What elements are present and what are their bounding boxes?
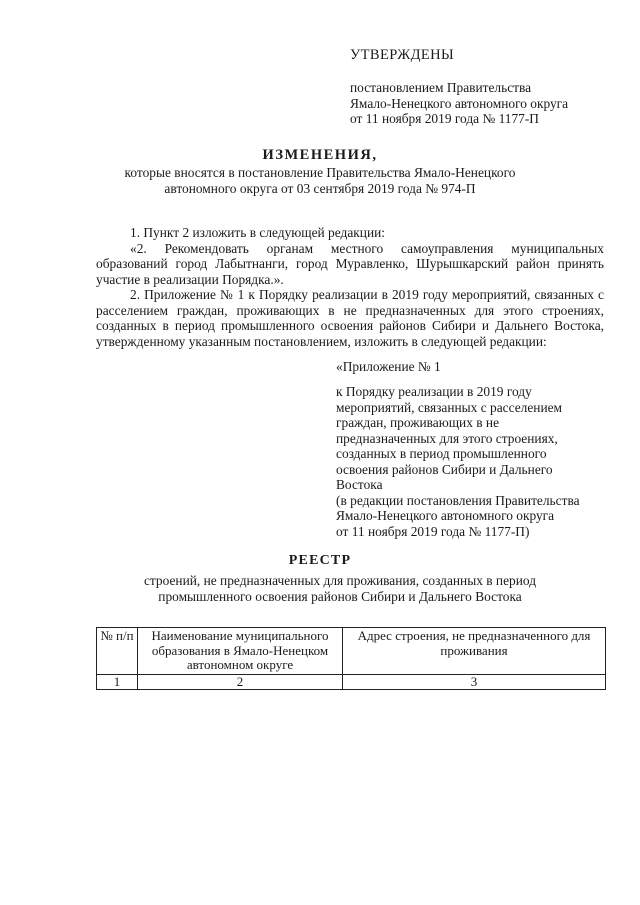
- table-header-row: [97, 628, 606, 675]
- paragraph-3: 2. Приложение № 1 к Порядку реализации в 2019 году мероприятий, связанных с расселением граждан, проживающих в не предназначенных для этого строениях, созданных в период промышленного освоения районов Сибири и Дальнего Востока, утвержденному указанным постановлением, изложить в следующей редакции:: [96, 287, 604, 349]
- table-cell: 3: [343, 674, 606, 690]
- table-cell: 2: [138, 674, 343, 690]
- approval-line: от 11 ноября 2019 года № 1177-П: [350, 111, 539, 126]
- table-cell: 1: [97, 674, 138, 690]
- appendix-line: (в редакции постановления Правительства: [336, 492, 580, 508]
- appendix-heading: «Приложение № 1: [336, 359, 441, 374]
- appendix-line: мероприятий, связанных с расселением: [336, 399, 563, 415]
- column-header-number: № п/п: [97, 628, 138, 675]
- column-header-municipality: Наименование муниципального образования в Ямало-Ненецком автономном округе: [138, 628, 343, 675]
- subtitle-line: автономного округа от 03 сентября 2019 года № 974-П: [164, 180, 476, 196]
- approval-heading: УТВЕРЖДЕНЫ: [350, 47, 455, 63]
- approval-line: Ямало-Ненецкого автономного округа: [350, 95, 569, 111]
- paragraph-2: «2. Рекомендовать органам местного самоуправления муниципальных образований город Лабытнанги, город Муравленко, Шурышкарский район принять участие в реализации Порядка.».: [96, 240, 604, 287]
- document-title: ИЗМЕНЕНИЯ,: [262, 147, 378, 163]
- appendix-line: Ямало-Ненецкого автономного округа: [336, 508, 555, 523]
- appendix-line: освоения районов Сибири и Дальнего: [336, 461, 553, 477]
- appendix-line: граждан, проживающих в не: [336, 415, 500, 430]
- registry-title: РЕЕСТР: [288, 553, 352, 568]
- appendix-line: от 11 ноября 2019 года № 1177-П): [336, 523, 530, 539]
- appendix-line: предназначенных для этого строениях,: [336, 430, 558, 446]
- registry-subtitle-line: промышленного освоения районов Сибири и Дальнего Востока: [158, 588, 522, 604]
- table-row: [97, 674, 606, 690]
- registry-subtitle: [100, 573, 580, 604]
- approval-line: постановлением Правительства: [350, 80, 532, 95]
- appendix-line: Востока: [336, 477, 383, 492]
- document-body: [96, 225, 604, 349]
- column-header-address: Адрес строения, не предназначенного для проживания: [343, 628, 606, 675]
- registry-table: [96, 627, 606, 690]
- appendix-line: к Порядку реализации в 2019 году: [336, 384, 532, 399]
- subtitle-line: которые вносятся в постановление Правительства Ямало-Ненецкого: [124, 165, 516, 180]
- appendix-line: созданных в период промышленного: [336, 446, 547, 461]
- appendix-block: [336, 384, 616, 539]
- approval-block: [350, 80, 610, 127]
- registry-subtitle-line: строений, не предназначенных для проживания, созданных в период: [143, 573, 537, 588]
- paragraph-1: 1. Пункт 2 изложить в следующей редакции:: [130, 225, 386, 240]
- document-subtitle: [100, 165, 540, 196]
